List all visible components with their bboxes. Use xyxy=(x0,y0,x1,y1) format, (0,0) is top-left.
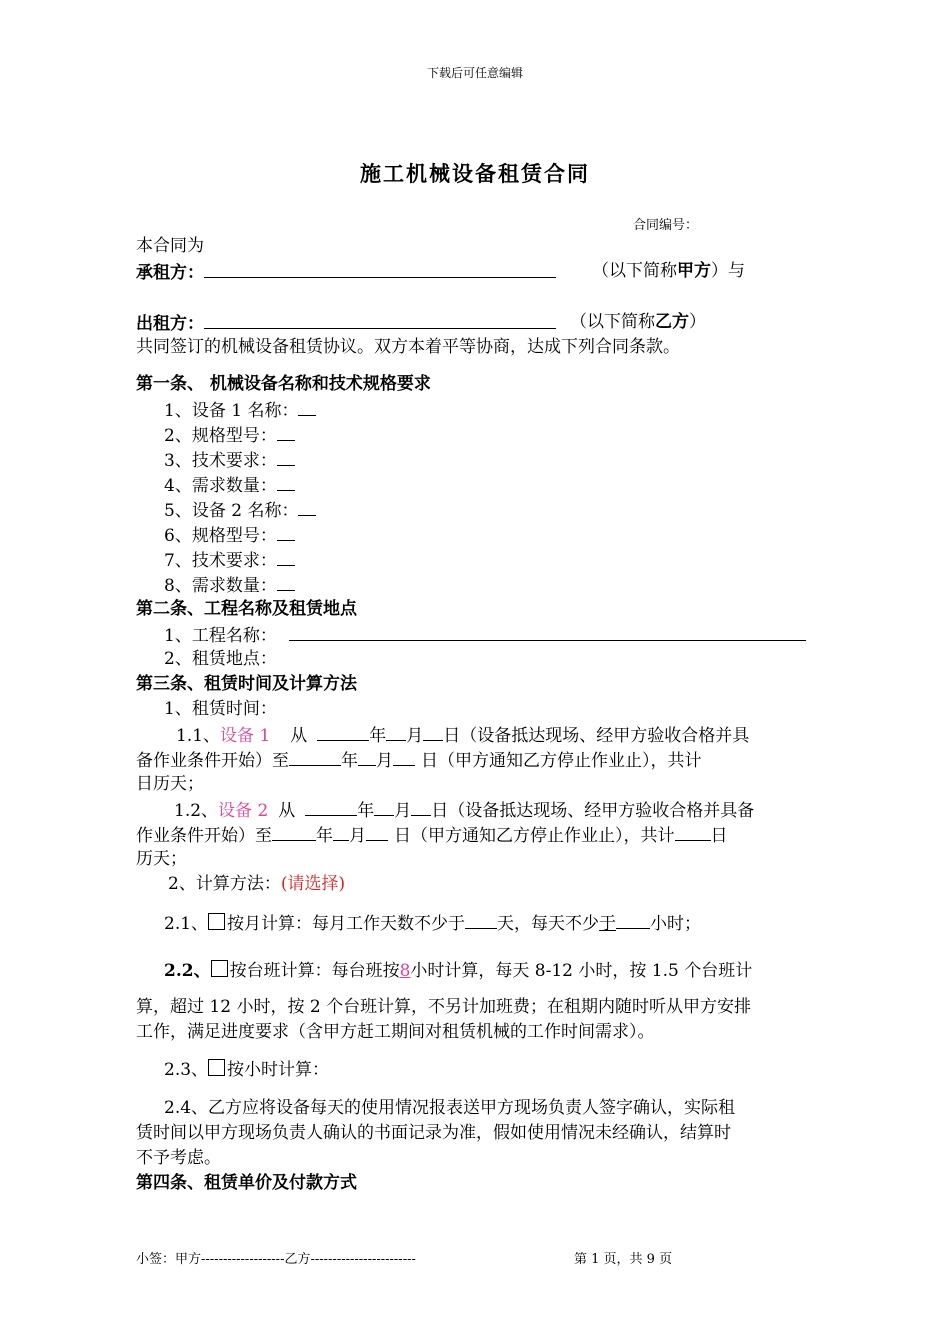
clause-1-2-text: 日 xyxy=(710,826,728,846)
clause-2-4-line3: 不予考虑。 xyxy=(136,1148,221,1168)
option-2-1-text: 小时； xyxy=(650,914,702,934)
footer-page-number: 第 1 页，共 9 页 xyxy=(574,1252,673,1267)
end-year-blank[interactable] xyxy=(289,747,341,766)
equipment-1-label: 设备 1 xyxy=(220,726,271,746)
art1-item xyxy=(164,472,295,499)
article-3-title: 第三条、租赁时间及计算方法 xyxy=(136,674,357,694)
lessor-suffix-a: （以下简称 xyxy=(570,312,655,332)
art1-item xyxy=(164,547,295,574)
art1-item xyxy=(164,522,295,549)
lessor-line xyxy=(136,310,556,337)
art3-item1-label: 1、租赁时间： xyxy=(164,699,277,719)
lessee-suffix xyxy=(592,259,745,284)
agreement-line: 共同签订的机械设备租赁协议。双方本着平等协商，达成下列合同条款。 xyxy=(136,337,680,357)
total-days-blank[interactable] xyxy=(675,822,711,841)
header-note: 下载后可任意编辑 xyxy=(426,66,523,80)
end-day-blank[interactable] xyxy=(393,747,415,766)
option-2-3-line xyxy=(164,1058,329,1083)
clause-1-1-num: 1.1、 xyxy=(176,726,221,746)
article-1-title: 第一条、 机械设备名称和技术规格要求 xyxy=(136,374,431,394)
footer-signature: 小签：甲方-------------------乙方------------------------ xyxy=(136,1252,416,1267)
art1-blank[interactable] xyxy=(277,447,295,466)
art1-item-label: 7、技术要求： xyxy=(164,551,277,571)
start-day-blank[interactable] xyxy=(411,797,431,816)
clause-1-2-text: 日（甲方通知乙方停止作业止），共计 xyxy=(394,826,675,846)
art1-item-label: 4、需求数量： xyxy=(164,476,277,496)
from-label: 从 xyxy=(278,801,296,821)
clause-2-4-line1: 2.4、乙方应将设备每天的使用情况报表送甲方现场负责人签字确认，实际租 xyxy=(164,1098,736,1118)
contract-number-label: 合同编号： xyxy=(633,218,699,233)
shift-hours-value[interactable]: 8 xyxy=(399,961,411,981)
art1-item-label: 2、规格型号： xyxy=(164,426,277,446)
article-2-title: 第二条、工程名称及租赁地点 xyxy=(136,599,357,619)
year-label: 年 xyxy=(357,801,375,821)
clause-1-2-text: 作业条件开始）至 xyxy=(136,826,272,846)
art1-item xyxy=(164,572,295,599)
document-title: 施工机械设备租赁合同 xyxy=(360,161,590,186)
clause-1-1-text: 备作业条件开始）至 xyxy=(136,751,289,771)
end-month-blank[interactable] xyxy=(358,747,376,766)
min-days-blank[interactable] xyxy=(465,910,497,929)
art1-item-label: 5、设备 2 名称： xyxy=(164,501,299,521)
start-month-blank[interactable] xyxy=(374,797,394,816)
option-2-2-text: 小时计算，每天 8-12 小时，按 1.5 个台班计 xyxy=(410,961,753,981)
option-2-2-text: 按台班计算：每台班按 xyxy=(229,961,400,981)
option-2-3-text: 按小时计算： xyxy=(227,1060,330,1080)
art1-item-label: 6、规格型号： xyxy=(164,526,277,546)
hourly-checkbox[interactable] xyxy=(208,1059,225,1076)
month-label: 月 xyxy=(406,726,424,746)
lessee-suffix-c: ）与 xyxy=(711,261,745,281)
clause-1-1-line1 xyxy=(176,722,749,749)
calc-method-label: 2、计算方法： xyxy=(168,874,281,894)
art1-blank[interactable] xyxy=(277,522,295,541)
month-label: 月 xyxy=(376,751,393,771)
from-label: 从 xyxy=(290,726,308,746)
lessee-name-blank[interactable] xyxy=(204,259,556,278)
year-label: 年 xyxy=(369,726,387,746)
clause-1-2-num: 1.2、 xyxy=(174,801,219,821)
art1-item xyxy=(164,397,316,424)
clause-1-2-line2 xyxy=(136,822,728,849)
clause-2-4-line2: 赁时间以甲方现场负责人确认的书面记录为准，假如使用情况未经确认，结算时 xyxy=(136,1123,731,1143)
equipment-2-label: 设备 2 xyxy=(218,801,269,821)
month-label: 月 xyxy=(349,826,366,846)
year-label: 年 xyxy=(341,751,358,771)
start-day-blank[interactable] xyxy=(423,722,443,741)
option-2-1-line xyxy=(164,910,701,937)
art2-project-line xyxy=(164,622,806,649)
lessee-label: 承租方： xyxy=(136,263,204,283)
option-2-1-text: 天，每天不少 xyxy=(497,914,600,934)
lessee-line xyxy=(136,259,556,286)
art1-item xyxy=(164,497,316,524)
clause-1-1-line3: 日历天； xyxy=(136,774,204,794)
clause-1-2-line3: 历天； xyxy=(136,849,187,869)
option-2-2-num: 2.2、 xyxy=(164,961,211,981)
art2-project-label: 1、工程名称： xyxy=(164,626,277,646)
art1-item-label: 8、需求数量： xyxy=(164,576,277,596)
clause-1-2-line1 xyxy=(174,797,754,824)
clause-1-1-text: 日（设备抵达现场、经甲方验收合格并具 xyxy=(443,726,750,746)
start-year-blank[interactable] xyxy=(305,797,357,816)
art1-blank[interactable] xyxy=(298,397,316,416)
lessor-label: 出租方： xyxy=(136,314,204,334)
art1-blank[interactable] xyxy=(277,547,295,566)
shift-checkbox[interactable] xyxy=(211,960,228,977)
month-label: 月 xyxy=(394,801,412,821)
clause-1-1-text: 日（甲方通知乙方停止作业止），共计 xyxy=(421,751,702,771)
start-month-blank[interactable] xyxy=(386,722,406,741)
lessee-suffix-a: （以下简称 xyxy=(592,261,677,281)
year-label: 年 xyxy=(316,826,333,846)
lessor-suffix xyxy=(570,310,706,335)
min-hours-blank[interactable] xyxy=(616,910,650,929)
option-2-1-text: 于 xyxy=(599,914,617,934)
option-2-2-line1 xyxy=(164,959,752,984)
lessor-name-blank[interactable] xyxy=(204,310,556,329)
option-2-1-text: 按月计算：每月工作天数不少于 xyxy=(227,914,466,934)
start-year-blank[interactable] xyxy=(317,722,369,741)
lessor-suffix-c: ） xyxy=(689,312,706,332)
monthly-checkbox[interactable] xyxy=(208,913,225,930)
lessor-suffix-b: 乙方 xyxy=(655,312,689,332)
art1-blank[interactable] xyxy=(277,422,295,441)
option-2-2-line2: 算，超过 12 小时，按 2 个台班计算，不另计加班费；在租期内随时听从甲方安排 xyxy=(136,997,752,1017)
intro-text: 本合同为 xyxy=(136,236,204,256)
clause-1-1-line2 xyxy=(136,747,702,774)
option-2-1-num: 2.1、 xyxy=(164,914,209,934)
calc-method-hint: (请选择) xyxy=(280,874,346,894)
option-2-2-line3: 工作，满足进度要求（含甲方赶工期间对租赁机械的工作时间需求）。 xyxy=(136,1022,655,1042)
calc-method-line xyxy=(168,872,345,897)
clause-1-2-text: 日（设备抵达现场、经甲方验收合格并具备 xyxy=(431,801,755,821)
art2-location-label: 2、租赁地点： xyxy=(164,649,277,669)
art1-item xyxy=(164,422,295,449)
art1-blank[interactable] xyxy=(277,572,295,591)
art1-item-label: 3、技术要求： xyxy=(164,451,277,471)
lessee-suffix-b: 甲方 xyxy=(677,261,711,281)
end-month-blank[interactable] xyxy=(333,822,349,841)
option-2-3-num: 2.3、 xyxy=(164,1060,209,1080)
art1-item xyxy=(164,447,295,474)
end-year-blank[interactable] xyxy=(272,822,316,841)
art1-item-label: 1、设备 1 名称： xyxy=(164,401,299,421)
article-4-title: 第四条、租赁单价及付款方式 xyxy=(136,1173,357,1193)
art1-blank[interactable] xyxy=(277,472,295,491)
project-name-blank[interactable] xyxy=(289,622,806,641)
end-day-blank[interactable] xyxy=(366,822,388,841)
art1-blank[interactable] xyxy=(298,497,316,516)
